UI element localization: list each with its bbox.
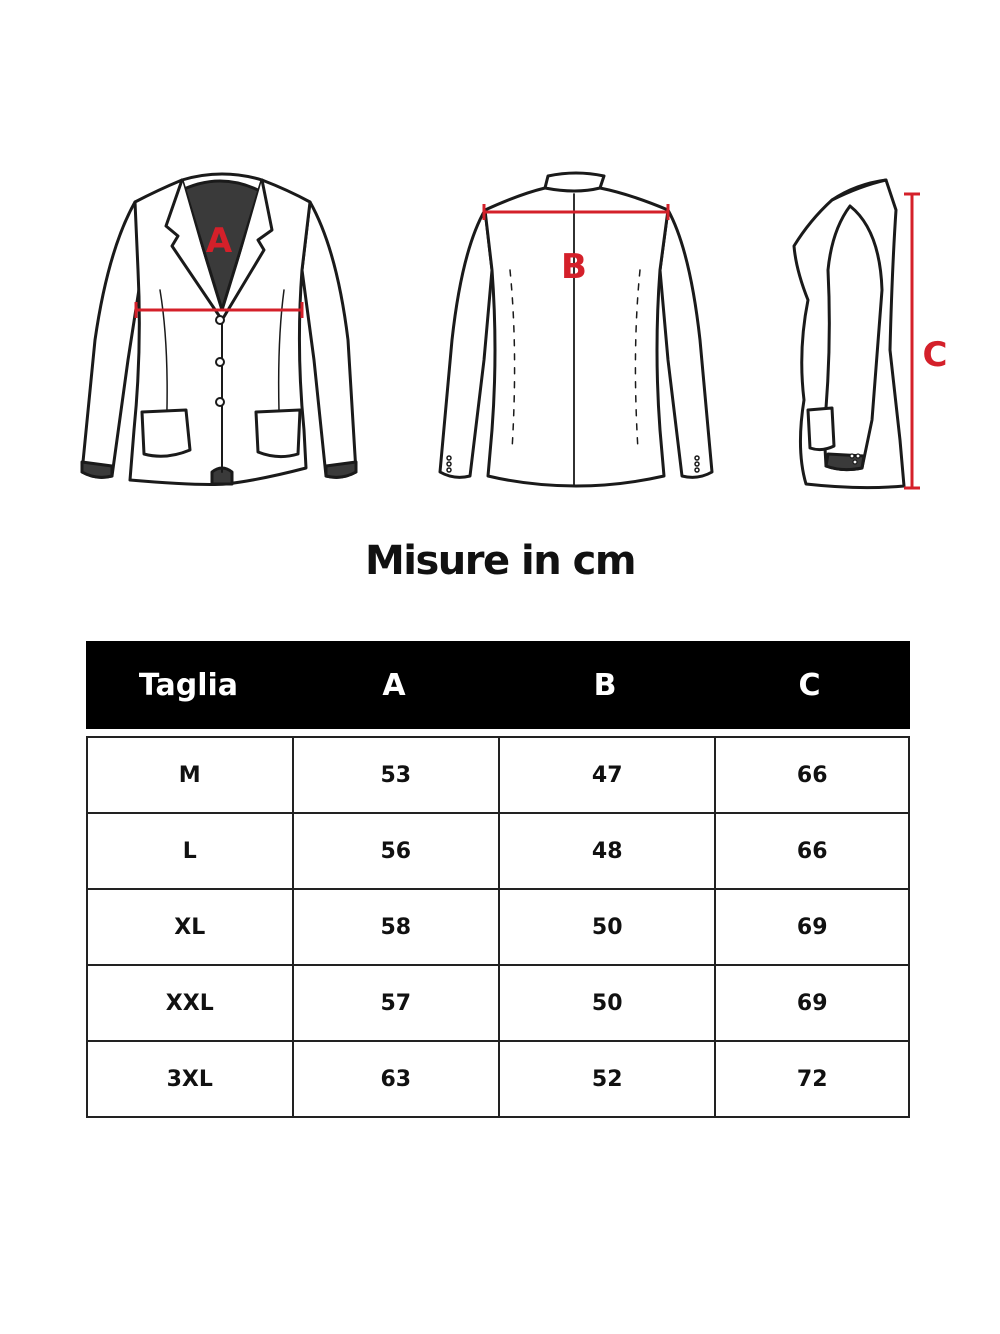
cell-size: L <box>182 838 197 864</box>
cell-a: 56 <box>292 814 499 888</box>
label-b: B <box>561 247 587 287</box>
label-a: A <box>205 221 233 261</box>
cell-a: 58 <box>292 890 499 964</box>
table-row <box>88 964 908 1040</box>
cell-b: 47 <box>498 738 714 812</box>
header-a: A <box>382 667 406 703</box>
table-body <box>86 736 910 1118</box>
jacket-illustrations <box>0 150 1000 510</box>
table-row <box>88 1040 908 1116</box>
cell-a: 53 <box>292 738 499 812</box>
cell-c: 69 <box>714 890 908 964</box>
size-table <box>86 641 910 1118</box>
jacket-back-illustration <box>440 173 712 486</box>
cell-size: XXL <box>165 990 214 1016</box>
header-c: C <box>798 667 821 703</box>
cell-c: 66 <box>714 814 908 888</box>
cell-a: 57 <box>292 966 499 1040</box>
table-row <box>88 812 908 888</box>
page-title: Misure in cm <box>364 538 636 584</box>
table-row <box>88 888 908 964</box>
cell-b: 50 <box>498 890 714 964</box>
header-b: B <box>593 667 617 703</box>
cell-size: 3XL <box>166 1066 213 1092</box>
length-measure-line <box>904 194 920 488</box>
cell-c: 69 <box>714 966 908 1040</box>
cell-b: 50 <box>498 966 714 1040</box>
cell-a: 63 <box>292 1042 499 1116</box>
jacket-side-illustration <box>794 180 904 488</box>
header-size: Taglia <box>138 667 239 703</box>
cell-b: 52 <box>498 1042 714 1116</box>
table-header <box>86 641 910 729</box>
label-c: C <box>922 335 948 375</box>
cell-size: M <box>178 762 201 788</box>
jacket-diagram <box>0 150 1000 510</box>
cell-c: 72 <box>714 1042 908 1116</box>
cell-b: 48 <box>498 814 714 888</box>
cell-c: 66 <box>714 738 908 812</box>
cell-size: XL <box>174 914 206 940</box>
table-row <box>88 738 908 812</box>
